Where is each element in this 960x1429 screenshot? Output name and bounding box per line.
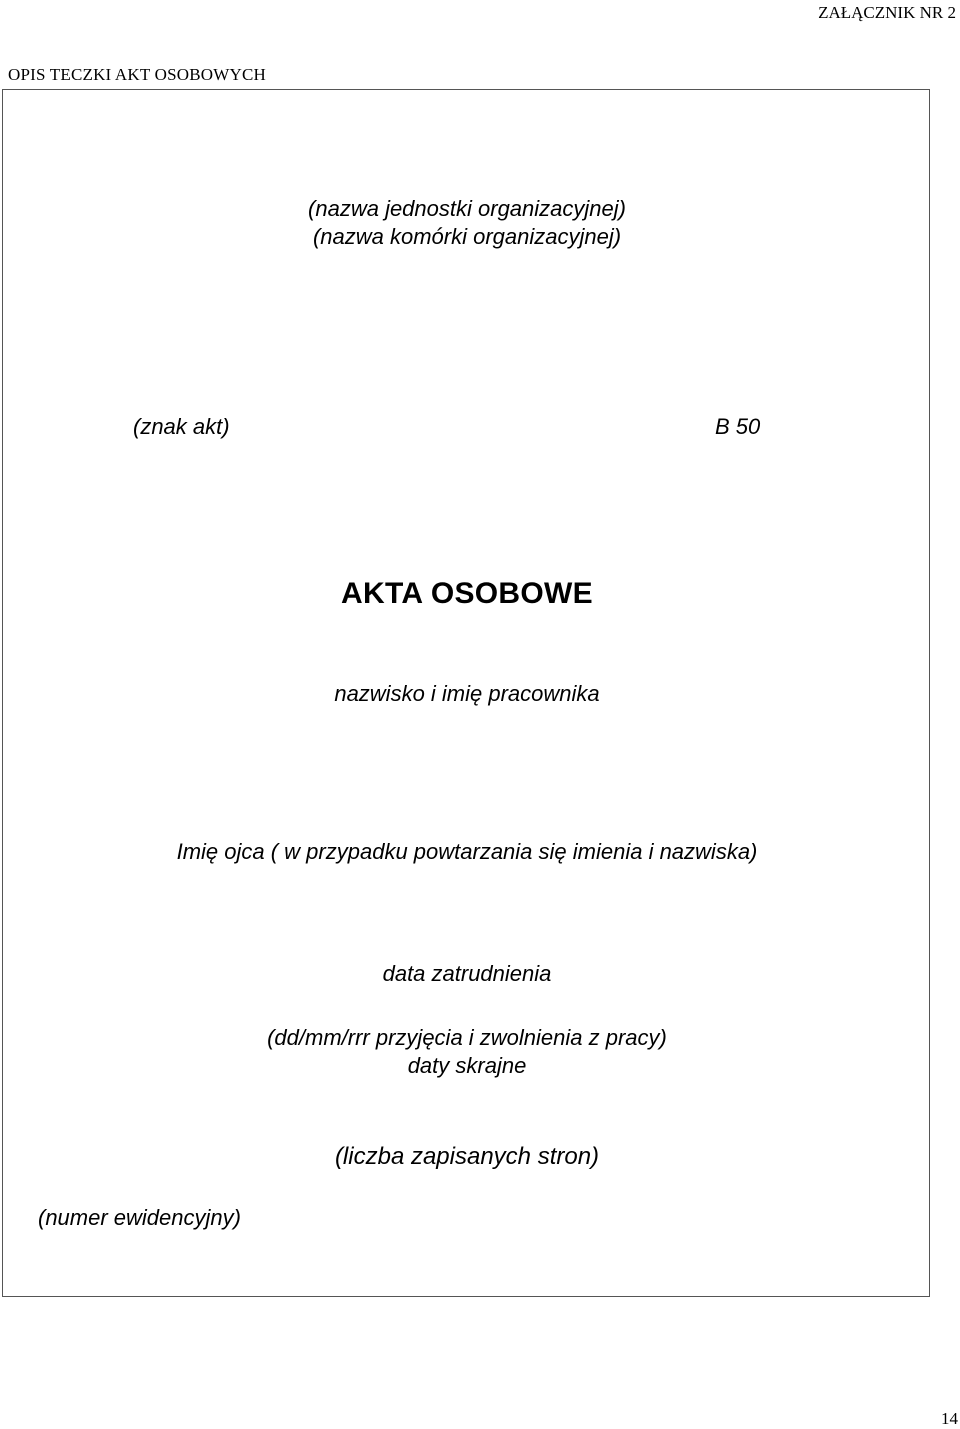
unit-name-placeholder: (nazwa jednostki organizacyjnej) bbox=[308, 196, 626, 221]
file-sign-placeholder: (znak akt) bbox=[133, 414, 230, 439]
record-number-placeholder: (numer ewidencyjny) bbox=[38, 1205, 241, 1230]
page-number: 14 bbox=[941, 1409, 958, 1428]
extreme-dates-placeholder: daty skrajne bbox=[407, 1053, 527, 1078]
father-name-placeholder: Imię ojca ( w przypadku powtarzania się imienia i nazwiska) bbox=[176, 839, 758, 864]
page-count-placeholder: (liczba zapisanych stron) bbox=[334, 1143, 600, 1170]
folder-cover-frame bbox=[2, 89, 930, 1297]
employment-date-placeholder: data zatrudnienia bbox=[382, 961, 552, 986]
category-code: B 50 bbox=[715, 414, 761, 439]
folder-title: AKTA OSOBOWE bbox=[341, 577, 593, 610]
date-format-placeholder: (dd/mm/rrr przyjęcia i zwolnienia z pracy) bbox=[267, 1025, 667, 1050]
document-heading: OPIS TECZKI AKT OSOBOWYCH bbox=[8, 65, 266, 84]
cell-name-placeholder: (nazwa komórki organizacyjnej) bbox=[312, 224, 622, 249]
appendix-label: ZAŁĄCZNIK NR 2 bbox=[818, 3, 956, 22]
employee-name-placeholder: nazwisko i imię pracownika bbox=[334, 681, 600, 706]
